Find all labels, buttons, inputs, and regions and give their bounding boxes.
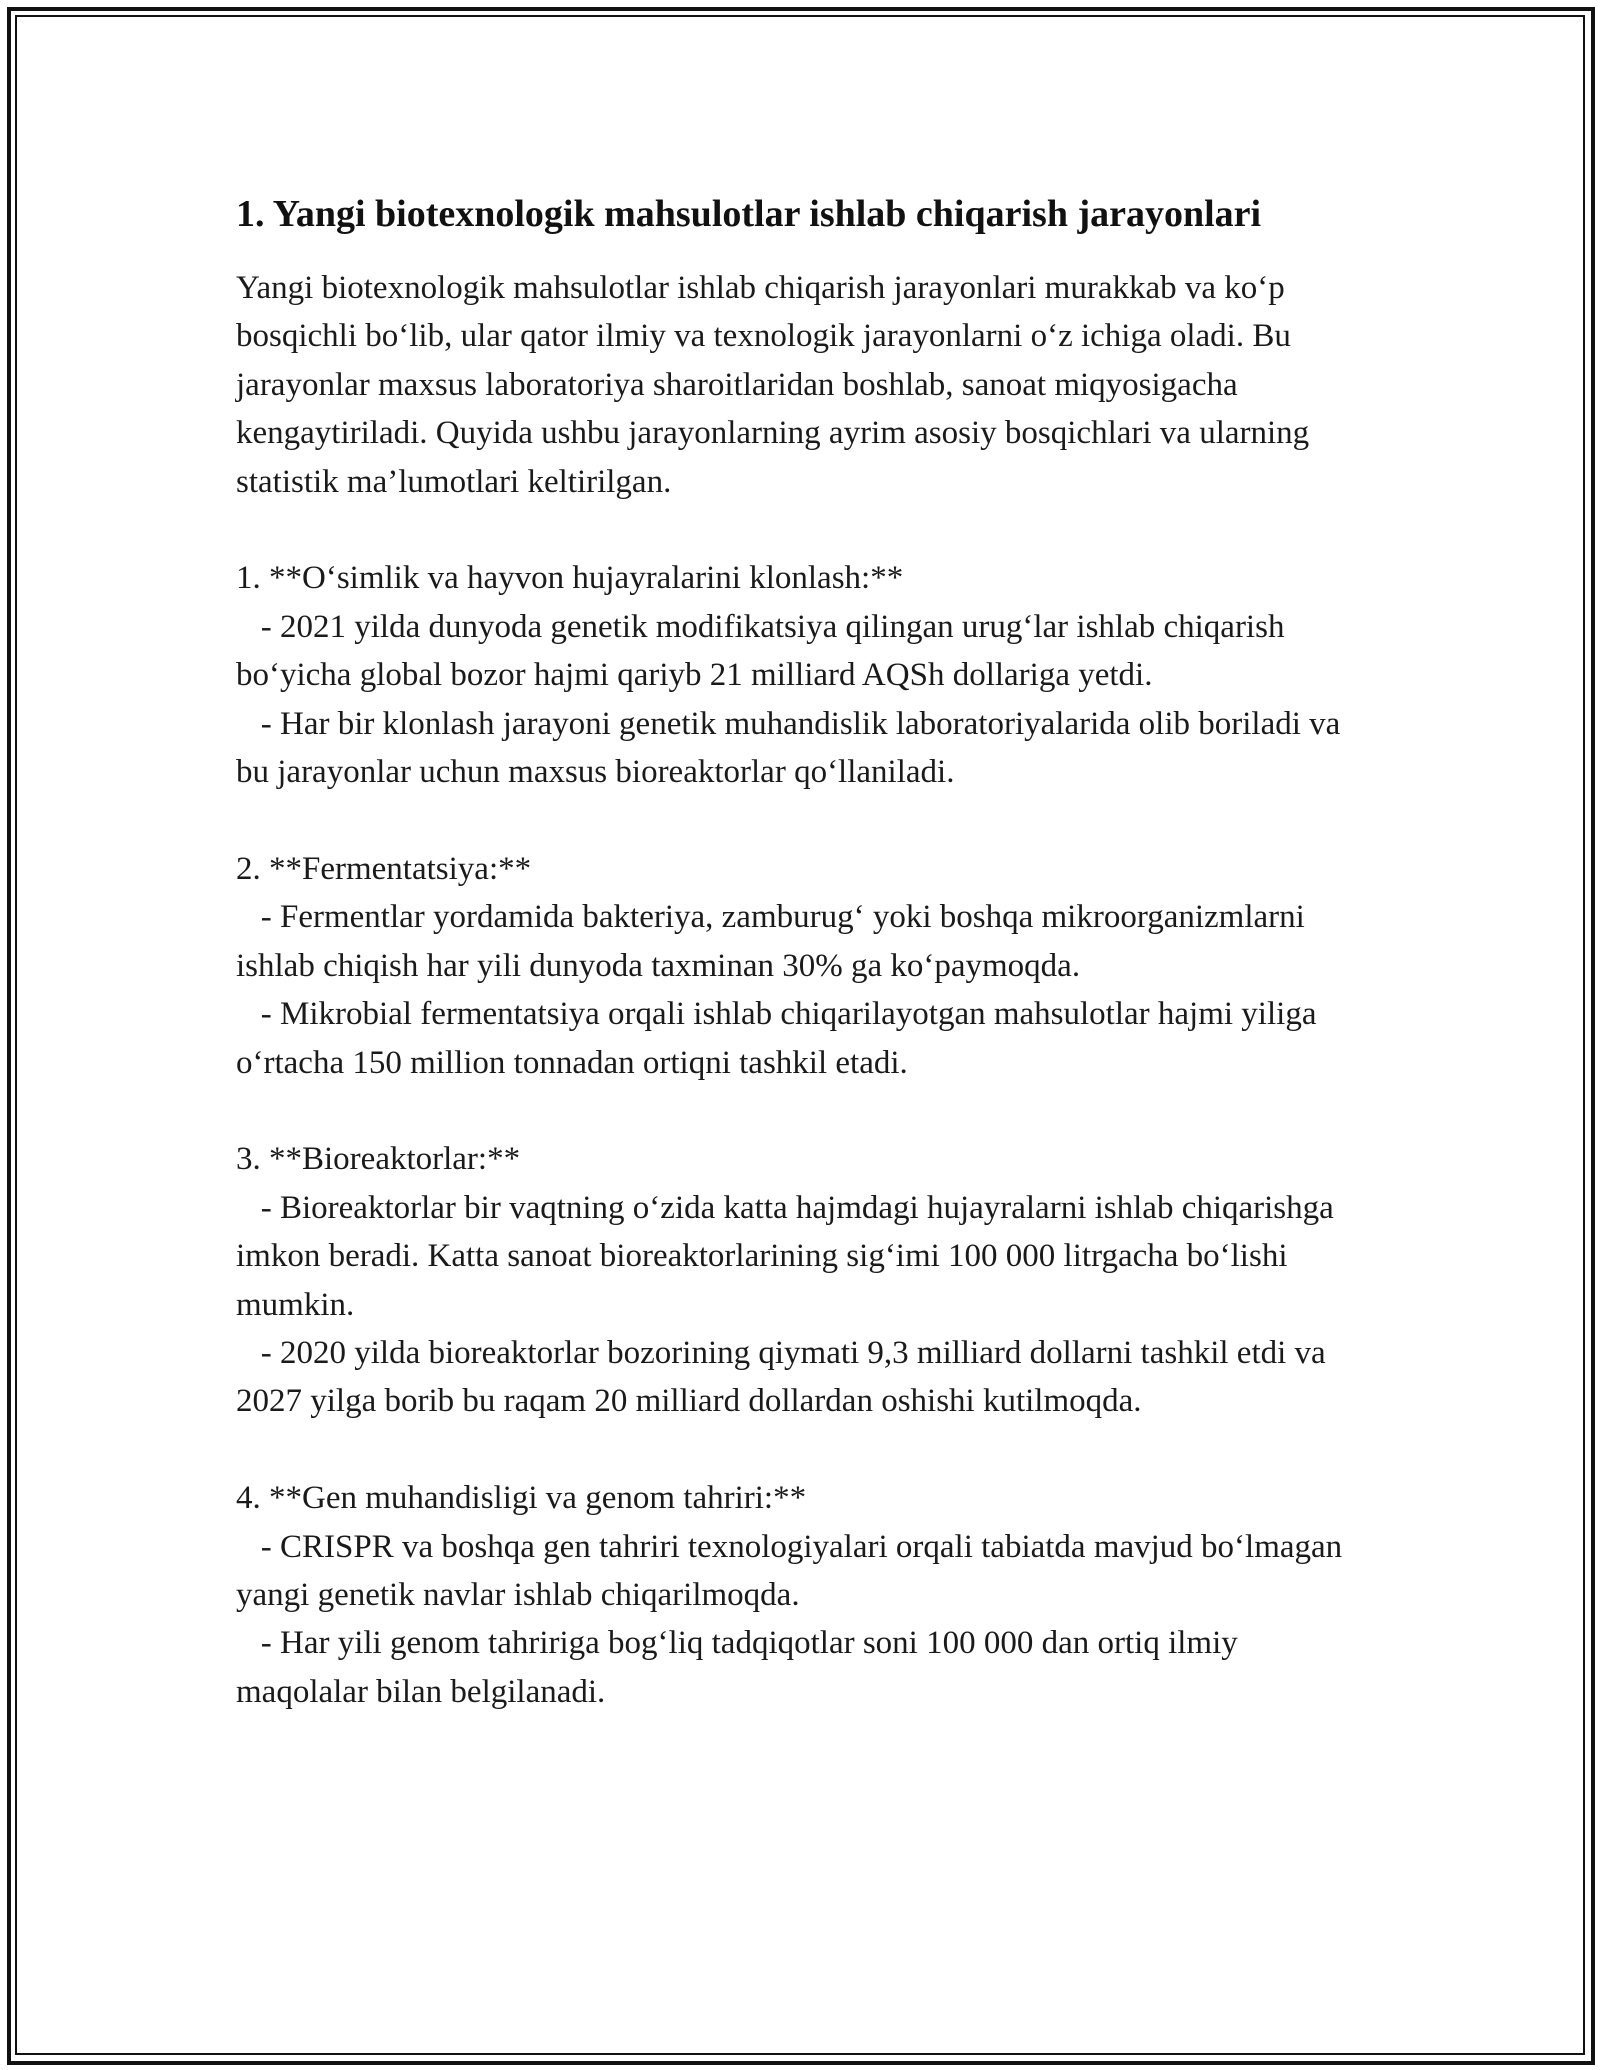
document-content: [236, 186, 1366, 1716]
document-title: 1. Yangi biotexnologik mahsulotlar ishlab chiqarish jarayonlari: [236, 193, 1262, 235]
document-body: Yangi biotexnologik mahsulotlar ishlab chiqarish jarayonlari murakkab va ko‘p bosqichli bo‘lib, ular qator ilmiy va texnologik jarayonlarni o‘z ichiga oladi. Bu jarayonlar maxsus laboratoriya sharoitlaridan boshlab, sanoat miqyosigacha kengaytiriladi. Quyida ushbu jarayonlarning ayrim asosiy bosqichlari va ularning statistik ma’lumotlari keltirilgan. 1. **O‘simlik va hayvon hujayralarini klonlash:** - 2021 yilda dunyoda genetik modifikatsiya qilingan urug‘lar ishlab chiqarish bo‘yicha global bozor hajmi qariyb 21 milliard AQSh dollariga yetdi. - Har bir klonlash jarayoni genetik muhandislik laboratoriyalarida olib boriladi va bu jarayonlar uchun maxsus bioreaktorlar qo‘llaniladi. 2. **Fermentatsiya:** - Fermentlar yordamida bakteriya, zamburug‘ yoki boshqa mikroorganizmlarni ishlab chiqish har yili dunyoda taxminan 30% ga ko‘paymoqda. - Mikrobial fermentatsiya orqali ishlab chiqarilayotgan mahsulotlar hajmi yiliga o‘rtacha 150 million tonnadan ortiqni tashkil etadi. 3. **Bioreaktorlar:** - Bioreaktorlar bir vaqtning o‘zida katta hajmdagi hujayralarni ishlab chiqarishga imkon beradi. Katta sanoat bioreaktorlarining sig‘imi 100 000 litrgacha bo‘lishi mumkin. - 2020 yilda bioreaktorlar bozorining qiymati 9,3 milliard dollarni tashkil etdi va 2027 yilga borib bu raqam 20 milliard dollardan oshishi kutilmoqda. 4. **Gen muhandisligi va genom tahriri:** - CRISPR va boshqa gen tahriri texnologiyalari orqali tabiatda mavjud bo‘lmagan yangi genetik navlar ishlab chiqarilmoqda. - Har yili genom tahririga bog‘liq tadqiqotlar soni 100 000 dan ortiq ilmiy maqolalar bilan belgilanadi.: [236, 270, 1343, 1710]
